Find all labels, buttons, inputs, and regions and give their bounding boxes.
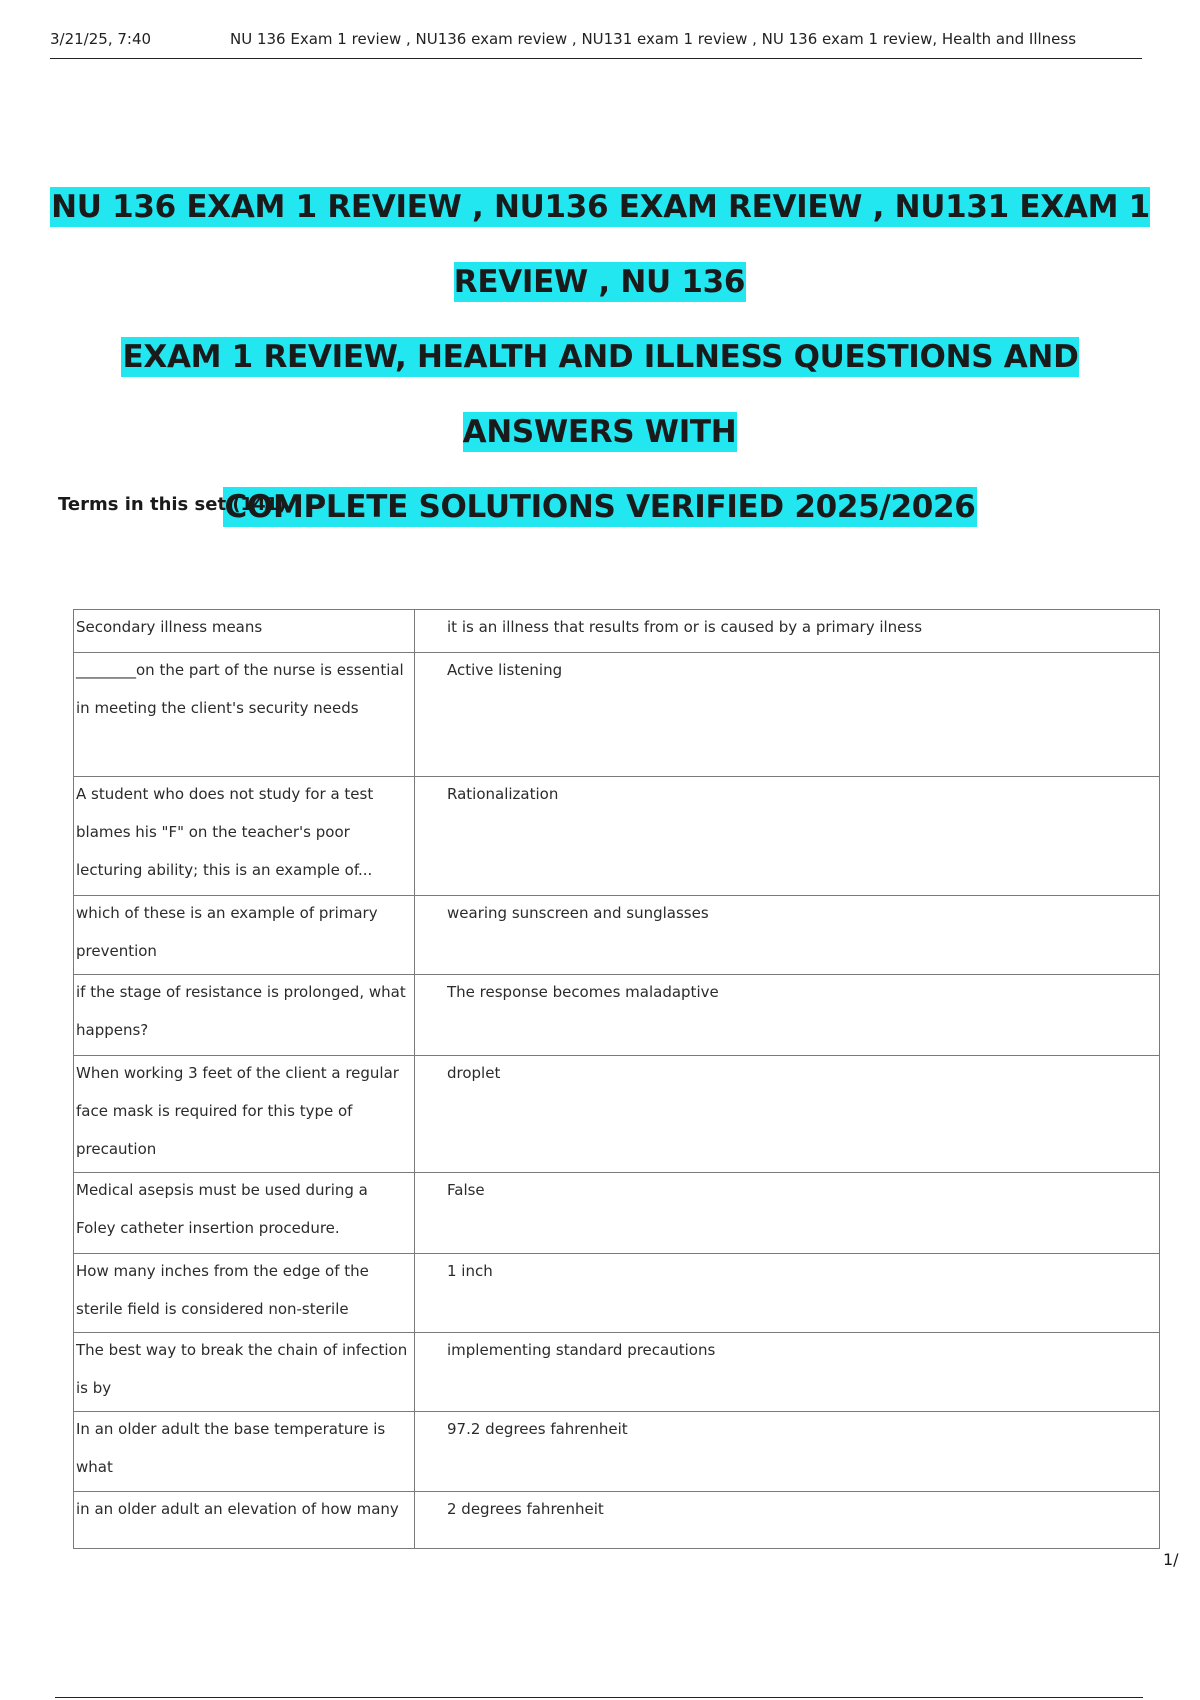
table-row — [74, 777, 1160, 896]
table-row — [74, 1333, 1160, 1412]
answer-cell: 2 degrees fahrenheit — [415, 1492, 1160, 1549]
question-cell: if the stage of resistance is prolonged, what happens? — [74, 975, 415, 1056]
question-cell: How many inches from the edge of the sterile field is considered non-sterile — [74, 1254, 415, 1333]
answer-cell: 97.2 degrees fahrenheit — [415, 1412, 1160, 1492]
question-cell: When working 3 feet of the client a regular face mask is required for this type of precaution — [74, 1056, 415, 1173]
question-cell: ________on the part of the nurse is essential in meeting the client's security needs — [74, 653, 415, 777]
table-row — [74, 653, 1160, 777]
question-cell: In an older adult the base temperature is what — [74, 1412, 415, 1492]
answer-cell: implementing standard precautions — [415, 1333, 1160, 1412]
header-title: NU 136 Exam 1 review , NU136 exam review , NU131 exam 1 review , NU 136 exam 1 review, Health and Illness — [230, 30, 1077, 48]
question-cell: in an older adult an elevation of how many — [74, 1492, 415, 1549]
table-row — [74, 610, 1160, 653]
table-row — [74, 1492, 1160, 1549]
page-header — [50, 28, 1142, 59]
question-cell: The best way to break the chain of infection is by — [74, 1333, 415, 1412]
table-row — [74, 975, 1160, 1056]
answer-cell: The response becomes maladaptive — [415, 975, 1160, 1056]
print-date: 3/21/25, 7:40 — [50, 30, 152, 48]
question-cell: which of these is an example of primary prevention — [74, 896, 415, 975]
table-row — [74, 1173, 1160, 1254]
answer-cell: False — [415, 1173, 1160, 1254]
terms-count-label: Terms in this set (141) — [58, 494, 287, 515]
title-line-1: NU 136 EXAM 1 REVIEW , NU136 EXAM REVIEW , NU131 EXAM 1 REVIEW , NU 136 — [51, 189, 1150, 300]
footer-divider — [55, 1697, 1143, 1698]
question-cell: A student who does not study for a test blames his "F" on the teacher's poor lecturing ability; this is an example of... — [74, 777, 415, 896]
terms-table — [73, 609, 1160, 1549]
title-line-2: EXAM 1 REVIEW, HEALTH AND ILLNESS QUESTIONS AND ANSWERS WITH — [122, 339, 1079, 450]
answer-cell: wearing sunscreen and sunglasses — [415, 896, 1160, 975]
answer-cell: it is an illness that results from or is caused by a primary ilness — [415, 610, 1160, 653]
page-number: 1/ — [1163, 1550, 1179, 1569]
table-row — [74, 896, 1160, 975]
answer-cell: droplet — [415, 1056, 1160, 1173]
answer-cell: Active listening — [415, 653, 1160, 777]
table-row — [74, 1056, 1160, 1173]
title-line-3: COMPLETE SOLUTIONS VERIFIED 2025/2026 — [224, 489, 976, 525]
answer-cell: 1 inch — [415, 1254, 1160, 1333]
question-cell: Medical asepsis must be used during a Foley catheter insertion procedure. — [74, 1173, 415, 1254]
document-title — [40, 170, 1160, 545]
answer-cell: Rationalization — [415, 777, 1160, 896]
question-cell: Secondary illness means — [74, 610, 415, 653]
table-row — [74, 1254, 1160, 1333]
table-row — [74, 1412, 1160, 1492]
